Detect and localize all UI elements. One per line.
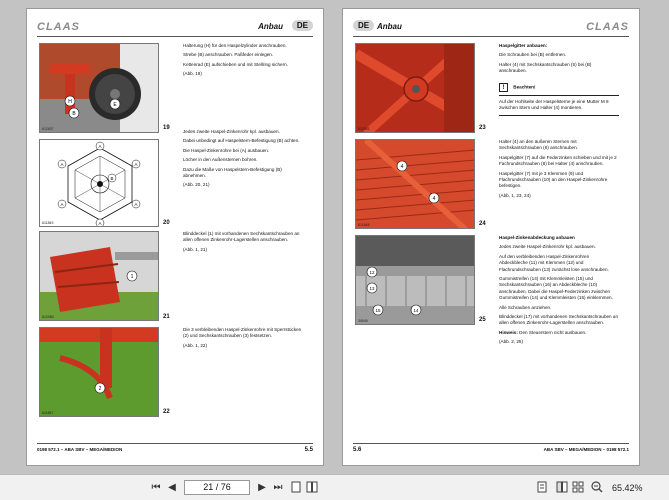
figure-label: A (134, 202, 138, 207)
zoom-out-icon[interactable] (590, 481, 604, 495)
figure-label: 15 (375, 308, 381, 313)
prev-page-icon[interactable]: ◀ (168, 482, 176, 493)
claas-logo: CLAAS (37, 21, 80, 33)
paragraph: Haspelgitter anbauen: (499, 43, 548, 48)
figure-label: 2 (98, 386, 102, 392)
paragraph: (Abb. 1, 21) (183, 246, 208, 252)
text-block-25 (499, 235, 619, 349)
text-block-24 (499, 139, 619, 202)
double-page-view-icon[interactable] (306, 481, 318, 495)
next-page-icon[interactable]: ▶ (258, 482, 266, 493)
figure-number: 23 (479, 125, 486, 131)
section-title: Anbau (258, 22, 283, 31)
paragraph: Löcher in den Außensternen bohren. (183, 157, 258, 163)
paragraph: Die 3 verbleibenden Haspel-Zinkenrohre mit Sperrstücken (2) und Sechskantschrauben (3) festsetzen. (183, 327, 302, 339)
section-title: Anbau (377, 22, 402, 31)
figure-label: B (72, 111, 76, 117)
paragraph: (Abb. 2, 25) (499, 339, 524, 345)
warning-icon: ! (499, 83, 508, 92)
figure-label: E (113, 102, 117, 108)
figure-label: B (110, 176, 114, 181)
warning-title: Beachten! (513, 84, 536, 90)
figure-label: A (134, 162, 138, 167)
paragraph: Die Schrauben bei (B) entfernen. (499, 52, 567, 58)
paragraph: Blinddeckel (1) mit vorhandenen Sechskantschrauben an allen offenen Zinkenrohr-Lagerstellen anschrauben. (183, 231, 300, 243)
viewer-toolbar (0, 474, 669, 500)
figure-24-image (355, 139, 475, 229)
right-page (342, 8, 640, 466)
paragraph: Auf den verbleibenden Haspel-Zinkenrohren Abdeckbleche (11) mit Klemmen (12) und Flachrundschrauben (13) zunächst lose anschrauben. (499, 253, 609, 272)
paragraph: Haspelgitter (7) auf die Federzinken schieben und mit je 2 Fachrundschrauben (8) bei Halter (4) anschrauben. (499, 154, 617, 167)
page-header (353, 21, 629, 37)
figure-code: 39549 (358, 319, 368, 323)
hint-paragraph (499, 330, 619, 336)
figure-code: 611849 (42, 221, 54, 225)
paragraph: Haspelgitter (7) mit je 3 Klemmen (9) und Flachrundschrauben (10) an den Haspel-Zinkenrohre befestigen. (499, 170, 608, 189)
paragraph: Dazu die Maße von Haspelstern-Befestigung (B) abnehmen. (183, 166, 282, 179)
section-heading: Haspel-Zinkenabdeckung anbauen (499, 235, 575, 240)
paragraph: Strebe (B) anschrauben. Paßfeder einlegen. (183, 52, 274, 58)
figure-code: 611848 (358, 223, 370, 227)
hint-label: Hinweis: (499, 329, 518, 335)
figure-label: A (98, 221, 102, 226)
figure-19-image (39, 43, 159, 133)
figure-label: 12 (369, 270, 375, 275)
figure-label: 14 (413, 308, 419, 313)
figure-label: 4 (432, 196, 436, 202)
paragraph: Blinddeckel (17) mit vorhandenen Sechskantschrauben an allen offenen Zinkenrohr-Lagerstellen anschrauben. (499, 314, 619, 326)
page-number-input[interactable]: 21 / 76 (184, 480, 250, 495)
paragraph: (Abb. 1, 23, 24) (499, 192, 531, 198)
paragraph: Alle Schrauben anziehen. (499, 304, 552, 310)
single-page-view-icon[interactable] (290, 481, 302, 495)
figure-21-image (39, 231, 159, 321)
grid-view-icon[interactable] (572, 481, 584, 495)
figure-code: 611847 (42, 411, 54, 415)
text-block-21 (183, 231, 303, 256)
first-page-icon[interactable]: ⏮ (151, 482, 161, 493)
figure-22-image (39, 327, 159, 417)
footer-doc-id: ABA SBV – MEGA/MEDION – 0198 572.1 (543, 447, 629, 452)
figure-number: 21 (163, 314, 170, 320)
warning-text: Auf der Hohlseite der Haspelsterne je eine Mutter M 8 zwischen Stern und Halter (4) montieren. (499, 95, 619, 116)
page-footer (37, 443, 313, 453)
claas-logo: CLAAS (586, 21, 629, 33)
paragraph: Dabei unbedingt auf Haspelstern-Befestigung (B) achten. (183, 138, 300, 144)
paragraph: (Abb. 1, 22) (183, 342, 208, 348)
figure-label: 1 (130, 274, 134, 280)
footer-doc-id: 0198 572.1 – ABA SBV – MEGA/MEDION (37, 447, 123, 452)
language-badge: DE (292, 20, 313, 31)
figure-number: 19 (163, 125, 170, 131)
page-number: 5.5 (304, 447, 313, 453)
paragraph: Jedes zweite Haspel-Zinkenrohr kpl. ausbauen. (499, 244, 596, 250)
zoom-level[interactable]: 65.42% (612, 483, 643, 493)
figure-code: 612080 (42, 315, 54, 319)
figure-label: H (68, 99, 72, 105)
figure-label: 13 (369, 286, 375, 291)
paragraph: Gummistreifen (14) mit Klemmleisten (15) und Sechskantschrauben (16) an Abdeckbleche (10) anschrauben. Dabei die Haspel-Federzinken zwischen Gummistreifen (14) und Klemmleisten (15) einklemmen. (499, 276, 613, 301)
warning-box (499, 83, 619, 116)
language-badge: DE (353, 20, 374, 31)
figure-code: 612637 (42, 127, 54, 131)
fit-page-icon[interactable] (536, 481, 548, 495)
page-number: 5.6 (353, 447, 362, 453)
figure-number: 24 (479, 221, 486, 227)
paragraph: Kettenrad (E) aufschieben und mit Stellring sichern. (183, 61, 288, 67)
figure-25-image (355, 235, 475, 325)
figure-number: 20 (163, 220, 170, 226)
text-block-19 (183, 43, 303, 81)
paragraph: Halter (4) mit Sechskantschrauben (5) bei (B) anschrauben. (499, 61, 592, 74)
text-block-20 (183, 129, 303, 192)
figure-23-image (355, 43, 475, 133)
left-page (26, 8, 324, 466)
paragraph: Halterung (H) für den Haspelzylinder anschrauben. (183, 43, 287, 48)
figure-label: A (98, 144, 102, 149)
figure-number: 25 (479, 317, 486, 323)
last-page-icon[interactable]: ⏭ (273, 482, 283, 493)
figure-20-drawing (39, 139, 159, 227)
text-block-23 (499, 43, 619, 78)
text-block-22 (183, 327, 303, 352)
figure-code: 612061 (358, 127, 370, 131)
page-footer (353, 443, 629, 453)
paragraph: Halter (4) an den äußeren Sternen mit Sechskantschrauben (6) anschrauben. (499, 139, 578, 151)
figure-number: 22 (163, 409, 170, 415)
figure-label: 4 (400, 164, 404, 170)
hint-text: Den Steuerstern nicht ausbauen. (519, 329, 587, 335)
page-header (37, 21, 313, 37)
paragraph: (Abb. 20, 21) (183, 182, 210, 188)
paragraph: Jedes zweite Haspel-Zinkenrohr kpl. ausbauen. (183, 129, 280, 134)
two-page-icon[interactable] (556, 481, 568, 495)
paragraph: Die Haspel-Zinkenrohre bei (A) ausbauen. (183, 147, 270, 153)
figure-label: A (60, 202, 64, 207)
figure-label: A (60, 162, 64, 167)
paragraph: (Abb. 19) (183, 71, 202, 77)
